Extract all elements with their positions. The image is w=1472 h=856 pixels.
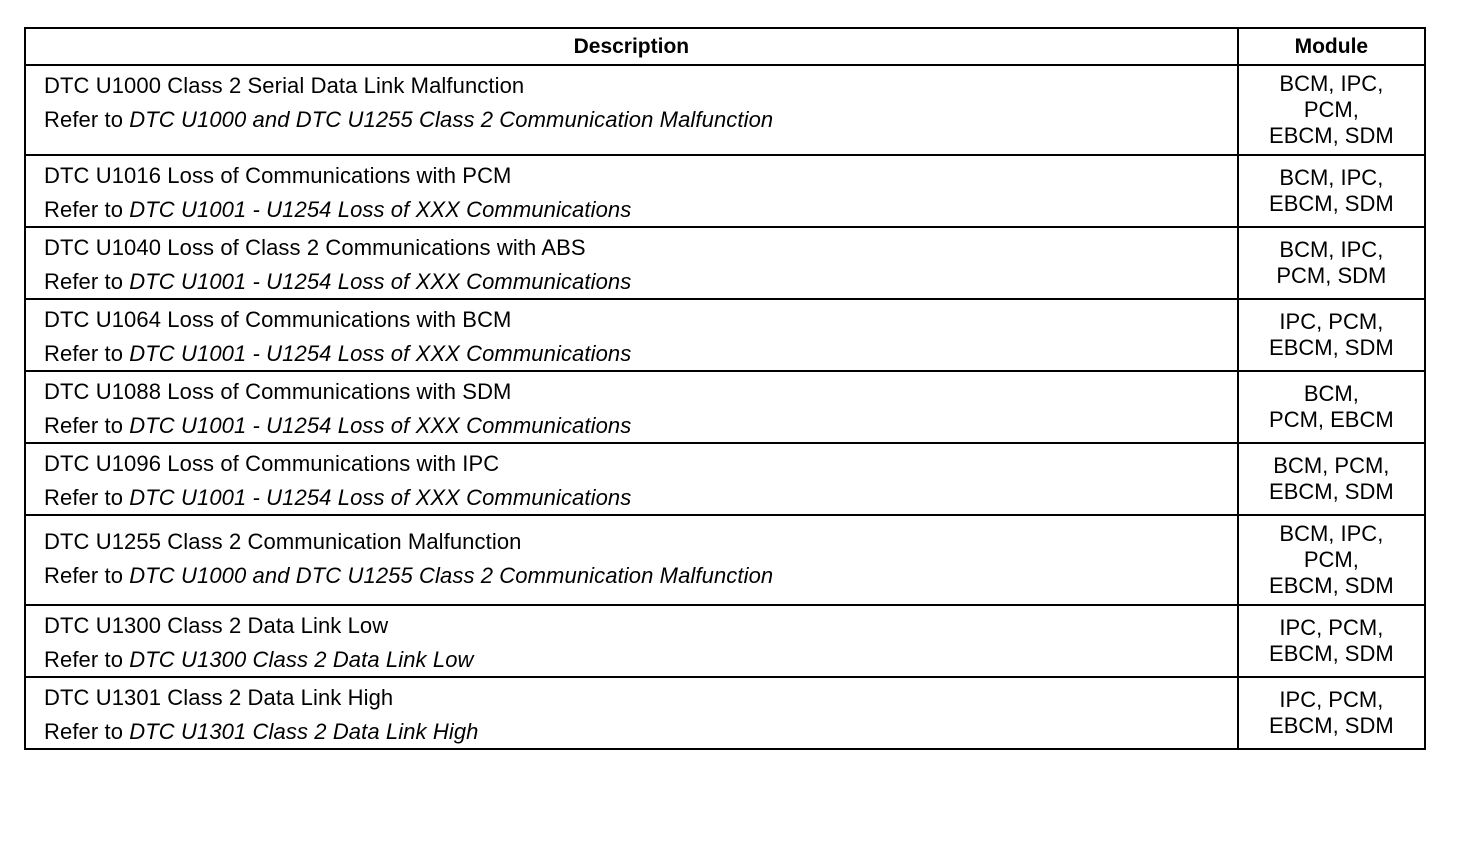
module-cell: [1238, 515, 1425, 605]
module-line: BCM, PCM,: [1273, 453, 1390, 478]
refer-line: [44, 270, 1237, 294]
refer-prefix: Refer to: [44, 485, 130, 510]
module-line: PCM, EBCM: [1269, 407, 1394, 432]
module-line: PCM, SDM: [1276, 263, 1387, 288]
refer-prefix: Refer to: [44, 563, 130, 588]
description-cell: [25, 65, 1238, 155]
module-line: PCM,: [1303, 547, 1359, 572]
refer-prefix: Refer to: [44, 719, 130, 744]
module-cell: [1238, 65, 1425, 155]
module-line: EBCM, SDM: [1269, 123, 1394, 148]
dtc-title: DTC U1016 Loss of Communications with PCM: [44, 163, 512, 188]
refer-prefix: Refer to: [44, 269, 130, 294]
dtc-table: [24, 27, 1426, 750]
module-line: IPC, PCM,: [1279, 615, 1384, 640]
module-line: EBCM, SDM: [1269, 641, 1394, 666]
refer-prefix: Refer to: [44, 197, 130, 222]
refer-prefix: Refer to: [44, 107, 130, 132]
refer-line: [44, 342, 1237, 366]
description-cell: [25, 605, 1238, 677]
refer-target: DTC U1001 - U1254 Loss of XXX Communications: [129, 413, 632, 438]
refer-line: [44, 486, 1237, 510]
module-line: BCM, IPC,: [1279, 165, 1384, 190]
module-cell: [1238, 677, 1425, 749]
module-line: BCM, IPC,: [1279, 521, 1384, 546]
description-cell: [25, 443, 1238, 515]
table-row: [25, 227, 1425, 299]
module-line: BCM,: [1303, 381, 1359, 406]
module-line: EBCM, SDM: [1269, 335, 1394, 360]
module-line: BCM, IPC,: [1279, 71, 1384, 96]
module-cell: [1238, 443, 1425, 515]
module-cell: [1238, 605, 1425, 677]
table-row: [25, 371, 1425, 443]
refer-target: DTC U1000 and DTC U1255 Class 2 Communication Malfunction: [129, 563, 774, 588]
table-row: [25, 155, 1425, 227]
module-line: IPC, PCM,: [1279, 687, 1384, 712]
refer-line: [44, 108, 1237, 132]
refer-prefix: Refer to: [44, 647, 130, 672]
table-row: [25, 605, 1425, 677]
dtc-title: DTC U1088 Loss of Communications with SDM: [44, 379, 512, 404]
dtc-title: DTC U1000 Class 2 Serial Data Link Malfunction: [44, 73, 525, 98]
refer-target: DTC U1001 - U1254 Loss of XXX Communications: [129, 341, 632, 366]
module-line: EBCM, SDM: [1269, 191, 1394, 216]
module-line: EBCM, SDM: [1269, 479, 1394, 504]
module-line: EBCM, SDM: [1269, 573, 1394, 598]
dtc-title: DTC U1300 Class 2 Data Link Low: [44, 613, 389, 638]
refer-prefix: Refer to: [44, 413, 130, 438]
table-row: [25, 677, 1425, 749]
dtc-title: DTC U1096 Loss of Communications with IPC: [44, 451, 500, 476]
table-row: [25, 443, 1425, 515]
description-cell: [25, 155, 1238, 227]
description-header: Description: [25, 28, 1238, 65]
refer-target: DTC U1001 - U1254 Loss of XXX Communications: [129, 485, 632, 510]
module-line: PCM,: [1303, 97, 1359, 122]
module-line: IPC, PCM,: [1279, 309, 1384, 334]
table-row: [25, 515, 1425, 605]
dtc-title: DTC U1064 Loss of Communications with BCM: [44, 307, 512, 332]
dtc-title: DTC U1255 Class 2 Communication Malfunction: [44, 529, 522, 554]
refer-target: DTC U1000 and DTC U1255 Class 2 Communication Malfunction: [129, 107, 774, 132]
dtc-title: DTC U1040 Loss of Class 2 Communications with ABS: [44, 235, 586, 260]
refer-line: [44, 648, 1237, 672]
module-line: BCM, IPC,: [1279, 237, 1384, 262]
refer-line: [44, 198, 1237, 222]
table-row: [25, 65, 1425, 155]
dtc-title: DTC U1301 Class 2 Data Link High: [44, 685, 394, 710]
header-row: [25, 28, 1425, 65]
refer-target: DTC U1301 Class 2 Data Link High: [129, 719, 479, 744]
refer-target: DTC U1001 - U1254 Loss of XXX Communications: [129, 269, 632, 294]
module-cell: [1238, 299, 1425, 371]
refer-line: [44, 414, 1237, 438]
module-cell: [1238, 371, 1425, 443]
module-header: Module: [1238, 28, 1425, 65]
table-row: [25, 299, 1425, 371]
refer-target: DTC U1300 Class 2 Data Link Low: [129, 647, 474, 672]
module-line: EBCM, SDM: [1269, 713, 1394, 738]
module-cell: [1238, 155, 1425, 227]
module-cell: [1238, 227, 1425, 299]
description-cell: [25, 371, 1238, 443]
description-cell: [25, 299, 1238, 371]
description-cell: [25, 677, 1238, 749]
refer-target: DTC U1001 - U1254 Loss of XXX Communications: [129, 197, 632, 222]
description-cell: [25, 515, 1238, 605]
refer-line: [44, 720, 1237, 744]
refer-line: [44, 564, 1237, 588]
refer-prefix: Refer to: [44, 341, 130, 366]
description-cell: [25, 227, 1238, 299]
